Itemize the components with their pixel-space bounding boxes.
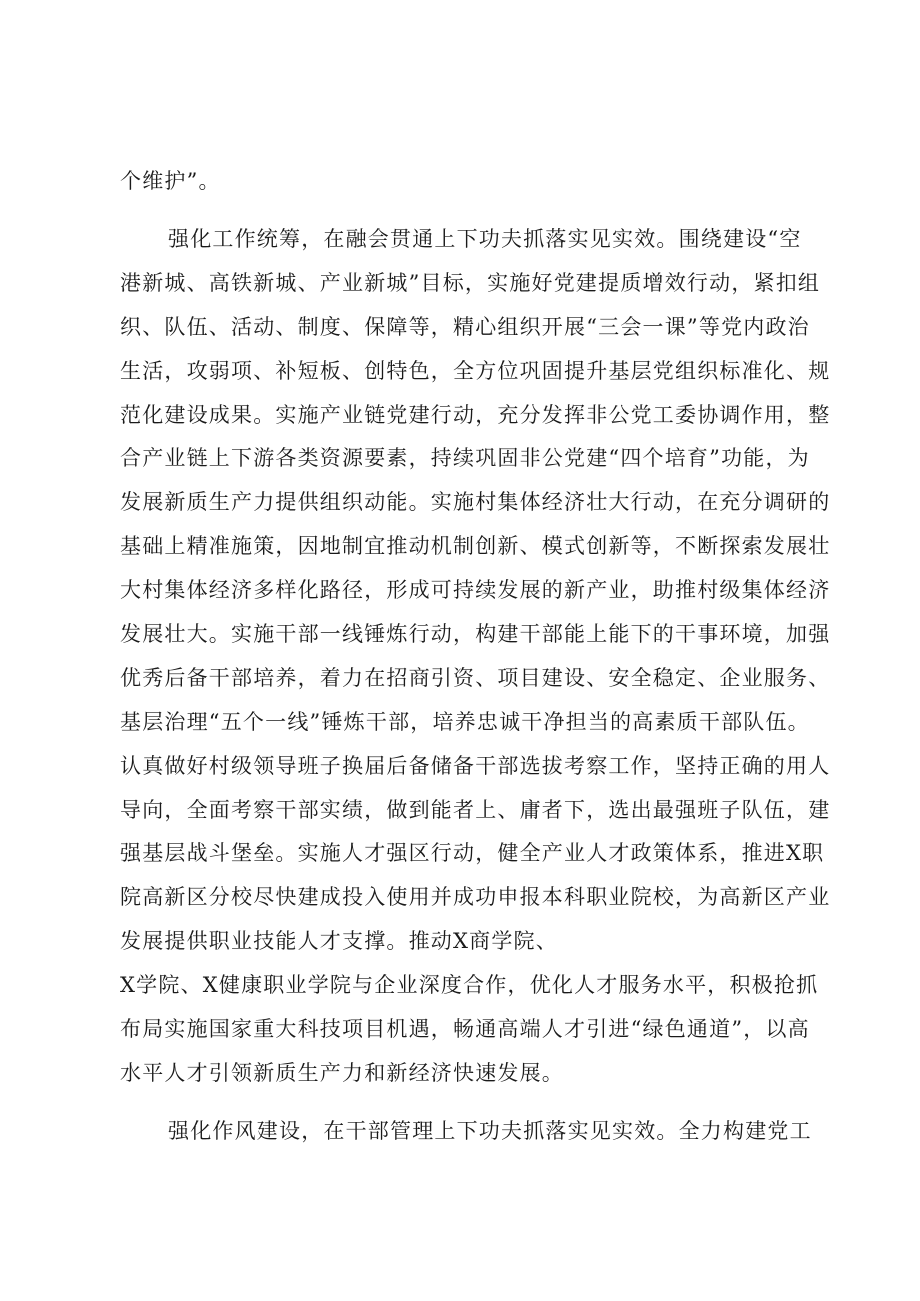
text-line: 优秀后备干部培养，着力在招商引资、项目建设、安全稳定、企业服务、	[120, 666, 831, 690]
text-line: 范化建设成果。实施产业链党建行动，充分发挥非公党工委协调作用，整	[120, 403, 831, 427]
text-line: 发展新质生产力提供组织动能。实施村集体经济壮大行动，在充分调研的	[120, 490, 831, 514]
text-line: 强基层战斗堡垒。实施人才强区行动，健全产业人才政策体系，推进X职	[120, 841, 825, 865]
text-line: 院高新区分校尽快建成投入使用并成功申报本科职业院校，为高新区产业	[120, 885, 831, 909]
text-line: 导向，全面考察干部实绩，做到能者上、庸者下，选出最强班子队伍，建	[120, 798, 831, 822]
text-line: 基层治理“五个一线”锤炼干部，培养忠诚干净担当的高素质干部队伍。	[120, 710, 810, 734]
paragraph-start-line: 强化工作统筹，在融会贯通上下功夫抓落实见实效。围绕建设“空	[168, 227, 802, 251]
text-line: 基础上精准施策，因地制宜推动机制创新、模式创新等，不断探索发展壮	[120, 534, 831, 558]
paragraph-start-line: 强化作风建设，在干部管理上下功夫抓落实见实效。全力构建党工	[168, 1119, 812, 1143]
text-line: 生活，攻弱项、补短板、创特色，全方位巩固提升基层党组织标准化、规	[120, 359, 831, 383]
text-line: 合产业链上下游各类资源要素，持续巩固非公党建“四个培育”功能，为	[120, 446, 810, 470]
text-line: 个维护”。	[120, 169, 221, 193]
text-line: X学院、X健康职业学院与企业深度合作，优化人才服务水平，积极抢抓	[120, 973, 819, 997]
text-line: 发展提供职业技能人才支撑。推动X商学院、	[120, 929, 558, 953]
text-line: 布局实施国家重大科技项目机遇，畅通高端人才引进“绿色通道”，以高	[120, 1017, 810, 1041]
text-line: 水平人才引领新质生产力和新经济快速发展。	[120, 1061, 564, 1085]
text-line: 发展壮大。实施干部一线锤炼行动，构建干部能上能下的干事环境，加强	[120, 622, 831, 646]
text-line: 大村集体经济多样化路径，形成可持续发展的新产业，助推村级集体经济	[120, 578, 831, 602]
text-line: 织、队伍、活动、制度、保障等，精心组织开展“三会一课”等党内政治	[120, 315, 810, 339]
text-line: 认真做好村级领导班子换届后备储备干部选拔考察工作，坚持正确的用人	[120, 754, 831, 778]
text-line: 港新城、高铁新城、产业新城”目标，实施好党建提质增效行动，紧扣组	[120, 271, 821, 295]
